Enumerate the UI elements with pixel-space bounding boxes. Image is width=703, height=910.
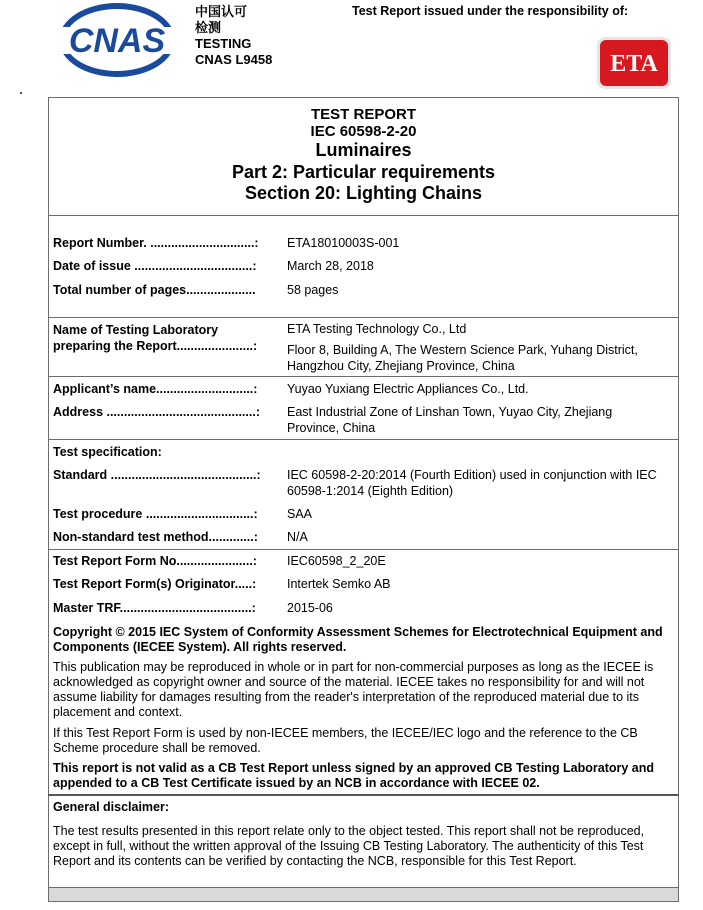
lab-label [53, 322, 257, 354]
lab-label-line2: preparing the Report......................: [53, 339, 258, 353]
cnas-testing: TESTING [195, 36, 252, 51]
title-standard: IEC 60598-2-20 [310, 123, 417, 140]
trf-number-label: Test Report Form No......................: [53, 554, 257, 568]
standard-value: IEC 60598-2-20:2014 (Fourth Edition) used in conjunction with IEC 60598-1:2014 (Eighth Edition) [287, 468, 657, 498]
trf-number-value: IEC60598_2_20E [287, 554, 386, 568]
non-standard-method-label: Non-standard test method.............: [53, 530, 258, 544]
trf-originator-value: Intertek Semko AB [287, 577, 391, 591]
footer-bar [49, 888, 678, 901]
eta-logo-text: ETA [610, 51, 658, 77]
non-member-paragraph: If this Test Report Form is used by non-IECEE members, the IECEE/IEC logo and the reference to the CB Scheme procedure shall be removed. [53, 726, 638, 755]
divider [48, 794, 679, 796]
total-pages-label: Total number of pages.................... [53, 283, 256, 297]
lab-label-line1: Name of Testing Laboratory [53, 323, 219, 337]
cnas-cn-line2: 检测 [195, 20, 222, 35]
title-part: Part 2: Particular requirements [231, 161, 496, 182]
title-test-report: TEST REPORT [310, 106, 416, 123]
divider [48, 439, 679, 440]
divider [48, 549, 679, 550]
address-value: East Industrial Zone of Linshan Town, Yuyao City, Zhejiang Province, China [287, 405, 613, 435]
divider [48, 215, 679, 216]
date-of-issue-label: Date of issue ..................................: [53, 259, 257, 273]
applicant-name-value: Yuyao Yuxiang Electric Appliances Co., Ltd. [287, 382, 529, 396]
eta-logo [596, 36, 672, 90]
stray-dot [20, 92, 22, 94]
copyright-paragraph: This publication may be reproduced in whole or in part for non-commercial purposes as long as the IECEE is acknowledged as copyright owner and source of the material. IECEE takes no responsibility for and will not assume liability for damages resulting from the reader's interpretation of the reproduced material due to its placement and context. [53, 660, 654, 719]
validity-paragraph: This report is not valid as a CB Test Report unless signed by an approved CB Testing Laboratory and appended to a CB Test Certificate issued by an NCB in accordance with IECEE 02. [53, 761, 655, 790]
issued-under-text: Test Report issued under the responsibility of: [352, 4, 629, 18]
cnas-logo-text: CNAS [68, 22, 166, 60]
divider [48, 317, 679, 318]
copyright-heading: Copyright © 2015 IEC System of Conformity Assessment Schemes for Electrotechnical Equipment and Components (IECEE System). All rights reserved. [53, 625, 663, 654]
divider [48, 376, 679, 377]
trf-originator-label: Test Report Form(s) Originator.....: [53, 577, 257, 591]
test-spec-heading: Test specification: [53, 445, 162, 459]
title-section: Section 20: Lighting Chains [244, 183, 482, 203]
disclaimer-text: The test results presented in this report relate only to the object tested. This report shall not be reproduced, except in full, without the written approval of the Issuing CB Testing Laboratory. The authenticity of this Test Report and its contents can be verified by contacting the NCB, responsible for this Test Report. [53, 824, 645, 868]
non-standard-method-value: N/A [287, 530, 308, 544]
standard-label: Standard ..........................................: [53, 468, 261, 482]
lab-name-value: ETA Testing Technology Co., Ltd [287, 322, 467, 336]
report-number-value: ETA18010003S-001 [287, 236, 400, 250]
cnas-logo [58, 2, 176, 78]
master-trf-value: 2015-06 [287, 601, 333, 615]
disclaimer-heading: General disclaimer: [53, 800, 170, 814]
cnas-cn-line1: 中国认可 [195, 4, 248, 19]
cnas-code: CNAS L9458 [195, 52, 273, 67]
lab-address-value: Floor 8, Building A, The Western Science Park, Yuhang District, Hangzhou City, Zhejiang Province, China [287, 343, 638, 373]
total-pages-value: 58 pages [287, 283, 339, 297]
test-procedure-value: SAA [287, 507, 313, 521]
title-block [48, 106, 679, 205]
applicant-name-label: Applicant’s name............................: [53, 382, 258, 396]
test-procedure-label: Test procedure ...............................: [53, 507, 258, 521]
report-number-label: Report Number. ..............................: [53, 236, 259, 250]
date-of-issue-value: March 28, 2018 [287, 259, 374, 273]
cnas-accreditation-text [195, 4, 272, 68]
master-trf-label: Master TRF......................................: [53, 601, 256, 615]
address-label: Address ...........................................: [53, 405, 260, 419]
title-luminaires: Luminaires [315, 140, 412, 160]
